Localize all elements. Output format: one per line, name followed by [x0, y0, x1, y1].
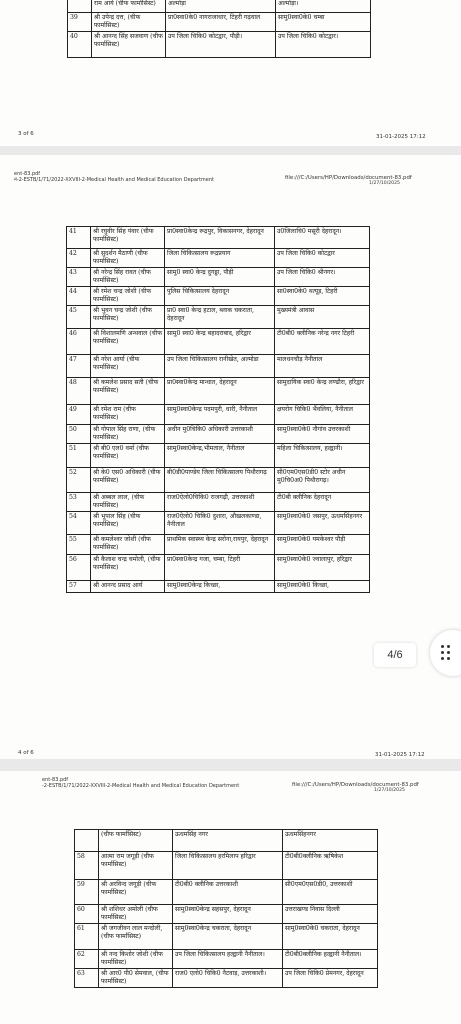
new-posting-cell: उप जिला चिकि0 कोटद्वार	[275, 249, 370, 268]
table-row	[68, 0, 371, 13]
employee-name-cell: श्री नरेश आर्या (चीफ फार्मासिस्ट)	[91, 355, 165, 378]
current-posting-cell: अधीन मु0चिकि0 अधिकारी उत्तरकाशी	[165, 424, 275, 443]
employee-name-cell: श्री रघुवीर सिंह पंवार (चीफ फार्मासिस्ट)	[91, 227, 165, 249]
current-posting-cell: उप जिला चिकि0 कोटद्वार, पौड़ी।	[166, 32, 276, 58]
serial-number-cell: 55	[67, 534, 91, 554]
serial-number-cell: 51	[67, 443, 91, 467]
serial-number-cell: 40	[68, 32, 92, 58]
table-row	[75, 905, 378, 924]
header-path	[292, 782, 419, 793]
table-row	[75, 880, 378, 905]
employee-name-cell: श्री आनन्द सिंह सजवाण (चीफ फार्मासिस्ट)	[92, 32, 166, 58]
employee-name-cell: श्री अरविन्द जगूड़ी (चीफ फार्मासिस्ट)	[99, 880, 173, 905]
serial-number-cell: 49	[67, 405, 91, 424]
current-posting-cell: सामु0स्वा0केन्द्र किच्छा,	[165, 580, 275, 592]
table-row	[67, 405, 370, 424]
new-posting-cell: उप जिला चिकि0 श्रीनगर।	[275, 268, 370, 287]
table-row	[68, 32, 371, 58]
table-row	[75, 969, 378, 988]
header-ref-text: नं-2-ESTB/1/71/2022-XXVIII-2-Medical Health and Medical Education Department	[14, 176, 214, 183]
employee-name-cell: श्री शशिधर अमोली (चीफ फार्मासिस्ट)	[99, 905, 173, 924]
page-number-label: 3 of 6	[18, 131, 34, 137]
new-posting-cell: अल्मोड़ा।	[276, 0, 371, 13]
serial-number-cell: 48	[67, 378, 91, 405]
new-posting-cell: ऊधमसिंहनगर	[283, 830, 378, 852]
employee-name-cell: श्री कैलाश चन्द्र चमोली, (चीफ फार्मासिस्ट)	[91, 554, 165, 580]
pdf-page-3	[0, 0, 461, 146]
table-row	[67, 467, 370, 492]
employee-name-cell: आत्मा राम जगूड़ी (चीफ फार्मासिस्ट)	[99, 852, 173, 880]
new-posting-cell: मुख्यमंत्री आवास	[275, 306, 370, 329]
table-row	[75, 830, 378, 852]
pdf-page-5	[0, 771, 461, 1024]
current-posting-cell: सामु0स्वा0केन्द्र चकराता, देहरादून	[173, 924, 283, 950]
serial-number-cell: 58	[75, 852, 99, 880]
current-posting-cell: सामु0 स्वा0 केन्द्र बहादराबाद, हरिद्वार	[165, 329, 275, 355]
new-posting-cell: सामु0स्वा0के0 जसपुर, ऊधमसिंहनगर	[275, 511, 370, 534]
employee-name-cell: श्री गोपाल सिंह राणा, (चीफ फार्मासिस्ट)	[91, 424, 165, 443]
new-posting-cell: उप जिला चिकि0 प्रेमनगर, देहरादून	[283, 969, 378, 988]
page-gap	[0, 146, 461, 155]
serial-number-cell: 57	[67, 580, 91, 592]
serial-number-cell	[75, 830, 99, 852]
current-posting-cell: उप जिला चिकित्सालय रानीखेत, अल्मोडा	[165, 355, 275, 378]
new-posting-cell: सामुदायिक स्वा0 केन्द्र लण्ढौरा, हरिद्वार	[275, 378, 370, 405]
serial-number-cell: 59	[75, 880, 99, 905]
new-posting-cell: सी0एम0एस0डी0 स्टोर अधीन मु0चि0अ0 पिथौरागढ़।	[275, 467, 370, 492]
table-row	[67, 534, 370, 554]
serial-number-cell: 60	[75, 905, 99, 924]
table-row	[75, 924, 378, 950]
header-path-text: file:///C:/Users/HP/Downloads/document-83.pdf	[292, 782, 419, 788]
serial-number-cell: 41	[67, 227, 91, 249]
table-row	[67, 329, 370, 355]
new-posting-cell: टी0बी0क्लीनिक हल्द्वानी नैनीताल।	[283, 950, 378, 969]
header-filename	[42, 778, 239, 790]
timestamp-label: 31-01-2025 17:12	[376, 134, 426, 140]
new-posting-cell: सामु0स्वा0के0 नौगांव उत्तरकाशी	[275, 424, 370, 443]
current-posting-cell: प्राथमिक स्वास्थ्य केन्द्र सरोना,रायपुर, देहरादून	[165, 534, 275, 554]
table-row	[67, 227, 370, 249]
new-posting-cell: महिला चिकित्सालय, हल्द्वानी।	[275, 443, 370, 467]
table-row	[68, 13, 371, 32]
current-posting-cell: प्रा0स्वा0के0 नागराजाधार, टिहरी गढ़वाल	[166, 13, 276, 32]
table-row	[67, 287, 370, 306]
serial-number-cell: 61	[75, 924, 99, 950]
pdf-page-4	[0, 155, 461, 759]
header-filename-text: ent-83.pdf	[14, 171, 41, 177]
serial-number-cell: 63	[75, 969, 99, 988]
new-posting-cell: उप जिला चिकि0 कोटद्वार।	[276, 32, 371, 58]
serial-number-cell: 43	[67, 268, 91, 287]
page-gap	[0, 759, 461, 771]
page-indicator[interactable]: 4/6	[374, 643, 416, 667]
table-row	[67, 424, 370, 443]
current-posting-cell: ऊधमसिंह नगर	[173, 830, 283, 852]
table-row	[67, 511, 370, 534]
transfer-table-page-4	[66, 226, 370, 593]
new-posting-cell: सामु0स्वा0के0 चकराता, देहरादून	[283, 924, 378, 950]
current-posting-cell: सामु0स्वा0केन्द्र पदमपुरी, धारी, नैनीताल	[165, 405, 275, 424]
employee-name-cell: श्री आनन्द प्रसाद आर्य	[91, 580, 165, 592]
employee-name-cell: श्री भुवन चन्द्र जोशी (चीफ फार्मासिस्ट)	[91, 306, 165, 329]
header-stamp-text: 1/27/10/2025	[369, 181, 400, 186]
serial-number-cell: 45	[67, 306, 91, 329]
serial-number-cell: 44	[67, 287, 91, 306]
new-posting-cell: सामु0स्वा0के0 यमकेश्वर पौड़ी	[275, 534, 370, 554]
timestamp-label: 31-01-2025 17:12	[375, 752, 425, 758]
table-row	[67, 355, 370, 378]
current-posting-cell: उप जिला चिकित्सालय हल्द्वानी नैनीताल।	[173, 950, 283, 969]
current-posting-cell: सामु0 स्वा0 केन्द्र दुगड्डा, पौड़ी	[165, 268, 275, 287]
current-posting-cell: राज0 एलो0 चिकि0 नैटवाड़, उत्तरकाशी।	[173, 969, 283, 988]
employee-name-cell: श्री कमलेश प्रसाद सती (चीफ फार्मासिस्ट)	[91, 378, 165, 405]
employee-name-cell: श्री नरेन्द्र सिंह रावत (चीफ फार्मासिस्ट)	[91, 268, 165, 287]
serial-number-cell: 56	[67, 554, 91, 580]
new-posting-cell: टी0बी0 क्लीनिक नरेन्द्र नगर टिहरी	[275, 329, 370, 355]
page-number-label: 4 of 6	[18, 750, 34, 756]
table-row	[75, 852, 378, 880]
table-row	[67, 268, 370, 287]
current-posting-cell: पुलिस चिकित्सालय देहरादून	[165, 287, 275, 306]
new-posting-cell: सी0एम0एस0डी0, उत्तरकाशी	[283, 880, 378, 905]
current-posting-cell: प्रा0स्वा0केन्द्र रूद्रपुर, विकासनगर, देहरादून	[165, 227, 275, 249]
table-row	[67, 249, 370, 268]
current-posting-cell: प्रा0स्वा0केन्द्र मान्धात, देहरादून	[165, 378, 275, 405]
new-posting-cell: उत्तराखण्ड निवास दिल्ली	[283, 905, 378, 924]
serial-number-cell: 46	[67, 329, 91, 355]
current-posting-cell: सामु0स्वा0केन्द्र सहसपुर, देहरादून	[173, 905, 283, 924]
table-row	[75, 950, 378, 969]
current-posting-cell: राज0ऐलो0 चिकि0 दुशारा, औखलकाण्डा, नैनीताल	[165, 511, 275, 534]
current-posting-cell: प्रा0 स्वा0 केन्द्र हटाल, ब्लाक चकराता, देहरादून	[165, 306, 275, 329]
transfer-table-page-3	[67, 0, 371, 58]
table-row	[67, 306, 370, 329]
employee-name-cell: श्री नन्द किशोर जोशी (चीफ फार्मासिस्ट)	[99, 950, 173, 969]
new-posting-cell: सामु0स्वा0के0 किच्छा,	[275, 580, 370, 592]
header-filename	[14, 172, 214, 184]
employee-name-cell: श्री कमलेश्वर जोशी (चीफ फार्मासिस्ट)	[91, 534, 165, 554]
employee-name-cell: (चीफ फार्मासिस्ट)	[99, 830, 173, 852]
new-posting-cell: मालधनचौड़ नैनीताल	[275, 355, 370, 378]
employee-name-cell: श्री रमेश चन्द्र जोशी (चीफ फार्मासिस्ट)	[91, 287, 165, 306]
current-posting-cell: प्रा0स्वा0केन्द्र गजा, चम्बा, टिहरी	[165, 554, 275, 580]
employee-name-cell: श्री विशालमणि अन्थवाल (चीफ फार्मासिस्ट)	[91, 329, 165, 355]
employee-name-cell: श्री जगजीवन लाल मन्दोली, (चीफ फार्मासिस्ट)	[99, 924, 173, 950]
header-path	[285, 175, 412, 186]
employee-name-cell: श्री आर0 पी0 सेमवाल, (चीफ फार्मासिस्ट)	[99, 969, 173, 988]
header-path-text: file:///C:/Users/HP/Downloads/document-83.pdf	[285, 175, 412, 181]
current-posting-cell: राज0ऐलो0चिकि0 राजगढ़ी, उत्तरकाशी	[165, 492, 275, 511]
table-row	[67, 554, 370, 580]
serial-number-cell: 42	[67, 249, 91, 268]
new-posting-cell: सामु0स्वा0के0 चम्बा	[276, 13, 371, 32]
current-posting-cell: अल्मोड़ा	[166, 0, 276, 13]
employee-name-cell: श्री के0 एस0 अधिकारी (चीफ फार्मासिस्ट)	[91, 467, 165, 492]
employee-name-cell: श्री भूपाल सिंह (चीफ फार्मासिस्ट)	[91, 511, 165, 534]
table-row	[67, 492, 370, 511]
current-posting-cell: जिला चिकित्सालय रूद्रप्रयाग	[165, 249, 275, 268]
employee-name-cell: श्री उपेन्द्र दत्त, (चीफ फार्मासिस्ट)	[92, 13, 166, 32]
serial-number-cell: 50	[67, 424, 91, 443]
serial-number-cell	[68, 0, 92, 13]
current-posting-cell: सामु0स्वा0केन्द्र,भीमताल, नैनीताल	[165, 443, 275, 467]
employee-name-cell: राम आर्य (चीफ फार्मासिस्ट)	[92, 0, 166, 13]
header-ref-text: -2-ESTB/1/71/2022-XXVIII-2-Medical Health and Medical Education Department	[42, 782, 240, 789]
new-posting-cell: टी0बी क्लीनिक देहरादून	[275, 492, 370, 511]
serial-number-cell: 54	[67, 511, 91, 534]
employee-name-cell: श्री बी0 एल0 वर्मा (चीफ फार्मासिस्ट)	[91, 443, 165, 467]
current-posting-cell: टी0बी0 क्लीनिक उत्तरकाशी	[173, 880, 283, 905]
new-posting-cell: टी0बी0क्लीनिक ऋषिकेश	[283, 852, 378, 880]
new-posting-cell: सा0स्वा0के0 थत्यूड़, टिहरी	[275, 287, 370, 306]
serial-number-cell: 47	[67, 355, 91, 378]
new-posting-cell: क्षयरोग चिकि0 भैंवलिया, नैनीताल	[275, 405, 370, 424]
new-posting-cell: उ0जिलाचि0 मसूरी देहरादून।	[275, 227, 370, 249]
employee-name-cell: श्री रमेश राम (चीफ फार्मासिस्ट)	[91, 405, 165, 424]
header-filename-text: ent-83.pdf	[42, 777, 69, 783]
transfer-table-page-5	[74, 829, 378, 988]
serial-number-cell: 53	[67, 492, 91, 511]
current-posting-cell: बी0डी0पाण्डेय जिला चिकित्सालय पिथौरागढ़	[165, 467, 275, 492]
new-posting-cell: सामु0स्वा0के0 ज्वालापुर, हरिद्वार	[275, 554, 370, 580]
table-row	[67, 443, 370, 467]
serial-number-cell: 52	[67, 467, 91, 492]
serial-number-cell: 62	[75, 950, 99, 969]
header-stamp-text: 1/27/10/2025	[374, 788, 405, 793]
table-row	[67, 580, 370, 592]
current-posting-cell: जिला चिकित्सालय हरमिलाप हरिद्वार	[173, 852, 283, 880]
serial-number-cell: 39	[68, 13, 92, 32]
more-dots-icon	[441, 645, 453, 661]
table-row	[67, 378, 370, 405]
employee-name-cell: श्री अब्बल लाल, (चीफ फार्मासिस्ट)	[91, 492, 165, 511]
employee-name-cell: श्री सुदर्शन मैठाणी (चीफ फार्मासिस्ट)	[91, 249, 165, 268]
